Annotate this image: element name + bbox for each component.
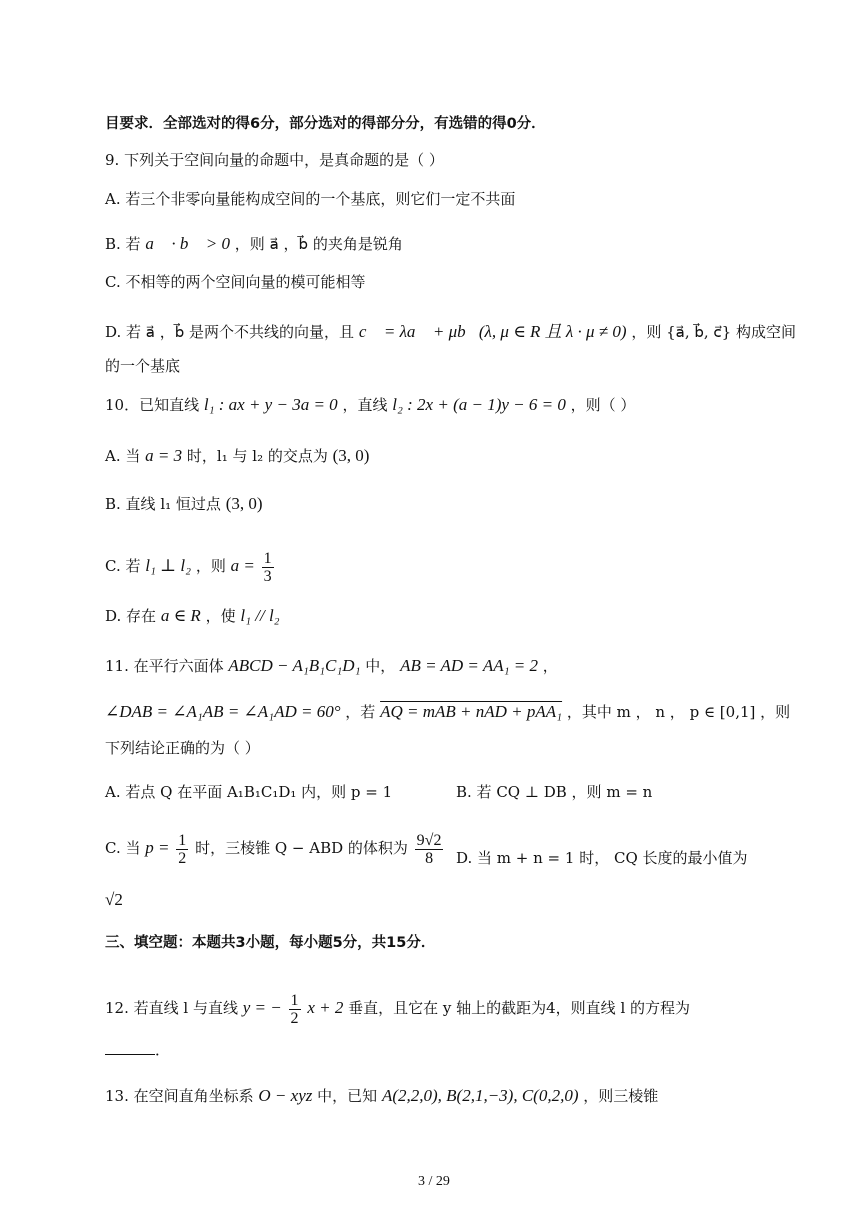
q10-a-mid: 时，l₁ 与 l₂ 的交点为	[186, 447, 328, 465]
q10-b-pre: B. 直线 l₁ 恒过点	[105, 495, 221, 513]
q9-d-math: c⃗ = λa⃗ + μb⃗(λ, μ ∈ R 且 λ · μ ≠ 0)	[358, 322, 627, 341]
section3-heading: 三、填空题：本题共3小题，每小题5分，共15分．	[105, 935, 436, 951]
q10-option-d	[105, 606, 280, 626]
q12-num: 1	[290, 991, 299, 1009]
q11-stem-mid: 中，	[365, 657, 396, 675]
q10-c-num: 1	[263, 549, 272, 567]
q9-stem: 9. 下列关于空间向量的命题中，是真命题的是（ ）	[105, 151, 444, 169]
q10-stem-pre: 10．已知直线	[105, 396, 200, 414]
q11-c-pre: C. 当	[105, 839, 141, 857]
q9-d-pre: D. 若 a⃗ ，b⃗ 是两个不共线的向量，且	[105, 323, 355, 341]
q10-c-fraction	[262, 550, 274, 585]
q11-option-b: B. 若 CQ ⊥ DB ，则 m = n	[456, 783, 653, 801]
q10-d-math: a ∈ R	[160, 606, 201, 625]
q10-option-a	[105, 446, 369, 466]
q12-stem	[105, 990, 690, 1027]
q9-option-b	[105, 234, 403, 254]
q12-lhs: y = −	[242, 998, 282, 1017]
q9-b-pre: B. 若	[105, 235, 141, 253]
q10-l2: l₂ : 2x + (a − 1)y − 6 = 0	[392, 395, 566, 414]
q13-coord: O − xyz	[258, 1086, 313, 1105]
q10-d-mid: ，使	[205, 607, 236, 625]
q13-points: A(2,2,0), B(2,1,−3), C(0,2,0)	[381, 1086, 579, 1105]
q11-c-vol-num: 9√2	[416, 831, 442, 849]
section-intro: 目要求．全部选对的得6分，部分选对的得部分分，有选错的得0分．	[105, 116, 546, 132]
q12-line2	[105, 1040, 170, 1060]
q10-c-lhs: a =	[230, 556, 255, 575]
q10-stem-post: ，则（ ）	[570, 396, 636, 414]
q12-line2-end: ．	[155, 1041, 171, 1059]
q10-option-b	[105, 494, 263, 514]
q10-stem	[105, 395, 635, 415]
q10-d-pre: D. 存在	[105, 607, 157, 625]
q11-option-c	[105, 830, 445, 867]
q10-c-mid: ，则	[195, 557, 226, 575]
q11-c-den: 2	[178, 849, 187, 867]
q10-a-pre: A. 当	[105, 447, 141, 465]
q13-stem	[105, 1086, 658, 1106]
q11-c-mid: 时，三棱锥 Q − ABD 的体积为	[195, 839, 408, 857]
q11-option-d-line2: √2	[105, 890, 123, 909]
q12-pre: 12. 若直线 l 与直线	[105, 999, 238, 1017]
q10-c-den: 3	[263, 567, 272, 585]
q11-line2-post: ，其中 m ， n ， p ∈ [0,1] ，则	[566, 703, 791, 721]
q12-den: 2	[290, 1009, 299, 1027]
q11-c-num: 1	[178, 831, 187, 849]
q9-option-d-line2: 的一个基底	[105, 357, 181, 375]
q11-vector-eq: AQ = mAB + nAD + pAA₁	[380, 702, 563, 721]
q11-angles: ∠DAB = ∠A₁AB = ∠A₁AD = 60°	[105, 702, 341, 721]
q10-c-math: l₁ ⊥ l₂	[145, 556, 192, 575]
q13-pre: 13. 在空间直角坐标系	[105, 1087, 254, 1105]
q13-post: ，则三棱锥	[583, 1087, 659, 1105]
q11-line2-mid: ，若	[345, 703, 376, 721]
q12-post: 垂直，且它在 y 轴上的截距为4，则直线 l 的方程为	[348, 999, 691, 1017]
q11-c-lhs: p =	[145, 838, 170, 857]
q11-stem-pre: 11. 在平行六面体	[105, 657, 224, 675]
q10-c-pre: C. 若	[105, 557, 141, 575]
q12-answer-blank[interactable]	[105, 1042, 155, 1055]
q11-line2	[105, 702, 790, 722]
q10-a-math2: (3, 0)	[332, 446, 370, 465]
q10-b-math: (3, 0)	[225, 494, 263, 513]
q10-l1: l₁ : ax + y − 3a = 0	[203, 395, 338, 414]
q11-stem	[105, 656, 558, 676]
q11-solid: ABCD − A₁B₁C₁D₁	[228, 656, 361, 675]
q11-c-volume-fraction	[415, 832, 444, 867]
q11-eq1: AB = AD = AA₁ = 2	[400, 656, 538, 675]
page-number: 3 / 29	[418, 1174, 450, 1189]
q11-option-d: D. 当 m + n = 1 时， CQ 长度的最小值为	[456, 849, 748, 867]
q9-option-d	[105, 322, 796, 342]
q12-rhs: x + 2	[307, 998, 344, 1017]
q9-option-a: A. 若三个非零向量能构成空间的一个基底，则它们一定不共面	[105, 190, 516, 208]
q9-d-post: ，则 {a⃗, b⃗, c⃗} 构成空间	[631, 323, 796, 341]
q11-stem-end: ，	[542, 657, 558, 675]
q9-option-c: C. 不相等的两个空间向量的模可能相等	[105, 273, 366, 291]
q10-stem-mid: ，直线	[342, 396, 388, 414]
q9-b-math: a⃗ · b⃗ > 0	[145, 234, 231, 253]
q9-b-post: ，则 a⃗ ，b⃗ 的夹角是锐角	[234, 235, 403, 253]
q11-option-a: A. 若点 Q 在平面 A₁B₁C₁D₁ 内，则 p = 1	[105, 783, 393, 801]
q11-c-vol-den: 8	[425, 849, 434, 867]
q13-mid: 中，已知	[317, 1087, 378, 1105]
q10-option-c	[105, 548, 276, 585]
q12-fraction	[289, 992, 301, 1027]
q10-d-math2: l₁ // l₂	[240, 606, 280, 625]
q10-a-math1: a = 3	[145, 446, 183, 465]
q11-line3: 下列结论正确的为（ ）	[105, 739, 260, 757]
q11-c-fraction	[176, 832, 188, 867]
